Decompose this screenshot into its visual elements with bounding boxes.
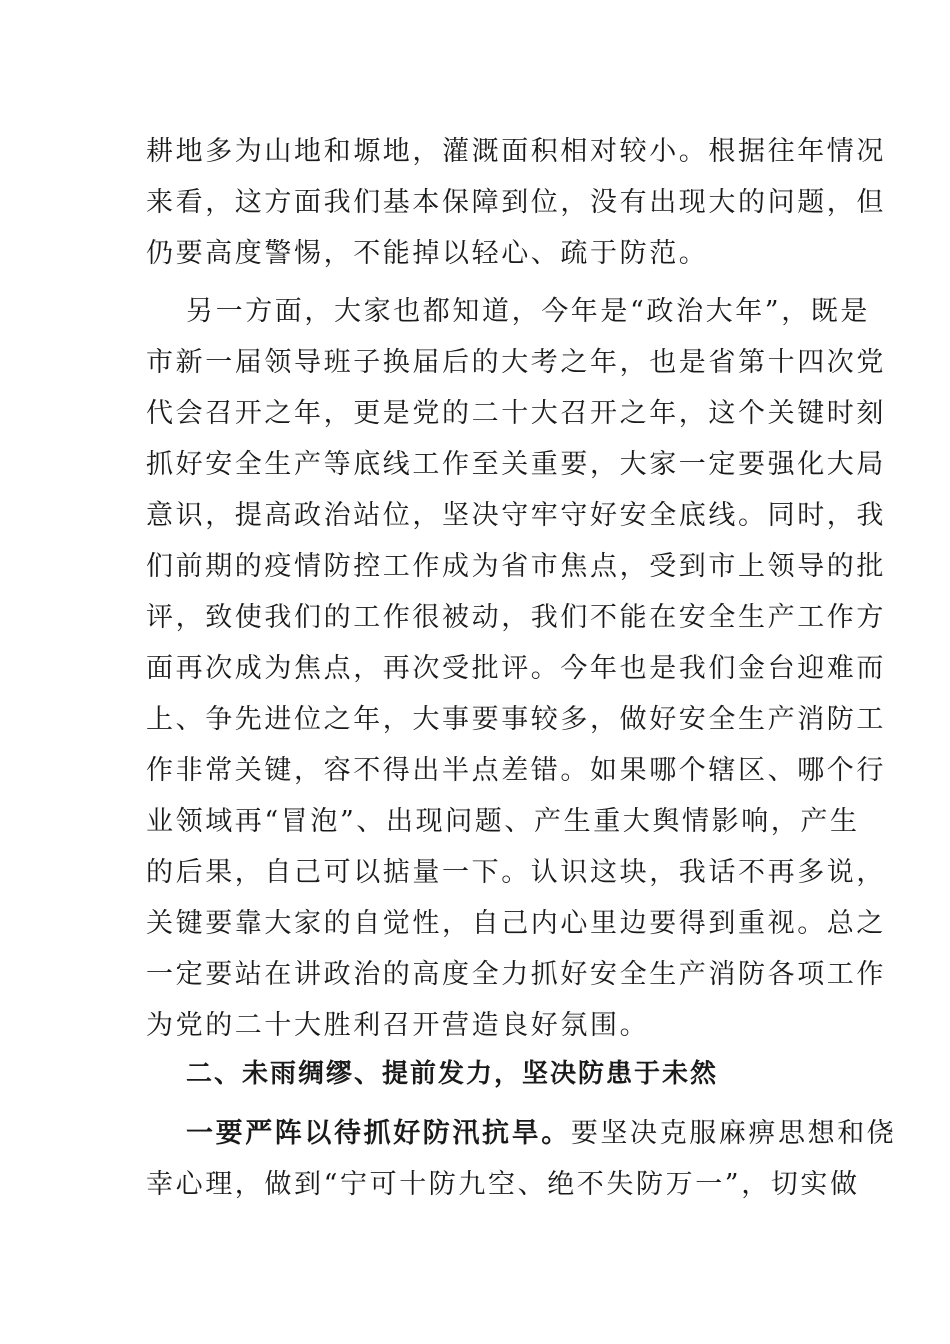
paragraph-line: 为党的二十大胜利召开营造良好氛围。 [146,1010,650,1041]
paragraph-lead-bold: 一要严阵以待抓好防汛抗旱。 [186,1118,571,1149]
paragraph-line: 关键要靠大家的自觉性，自己内心里边要得到重视。总之 [146,908,886,939]
paragraph-line: 仍要高度警惕，不能掉以轻心、疏于防范。 [146,238,709,269]
paragraph-line: 评，致使我们的工作很被动，我们不能在安全生产工作方 [146,602,886,633]
paragraph-line: 代会召开之年，更是党的二十大召开之年，这个关键时刻 [146,398,886,429]
paragraph-line: 上、争先进位之年，大事要事较多，做好安全生产消防工 [146,704,886,735]
paragraph-2 [146,286,886,1051]
section-heading: 二、未雨绸缪、提前发力，坚决防患于未然 [186,1059,719,1089]
paragraph-lead-rest: 要坚决克服麻痹思想和侥 [570,1118,897,1149]
paragraph-line: 来看，这方面我们基本保障到位，没有出现大的问题，但 [146,187,886,218]
paragraph-line: 另一方面，大家也都知道，今年是“政治大年”，既是 [186,296,871,327]
paragraph-line: 面再次成为焦点，再次受批评。今年也是我们金台迎难而 [146,653,886,684]
paragraph-1 [146,126,886,279]
paragraph-line: 的后果，自己可以掂量一下。认识这块，我话不再多说， [146,857,886,888]
paragraph-line: 幸心理，做到“宁可十防九空、绝不失防万一”，切实做 [146,1169,860,1200]
paragraph-line: 意识，提高政治站位，坚决守牢守好安全底线。同时，我 [146,500,886,531]
paragraph-line: 一定要站在讲政治的高度全力抓好安全生产消防各项工作 [146,959,886,990]
paragraph-line: 作非常关键，容不得出半点差错。如果哪个辖区、哪个行 [146,755,886,786]
paragraph-3 [146,1108,897,1210]
paragraph-line: 业领域再“冒泡”、出现问题、产生重大舆情影响，产生 [146,806,860,837]
paragraph-line: 耕地多为山地和塬地，灌溉面积相对较小。根据往年情况 [146,136,886,167]
paragraph-first-line [146,1108,897,1159]
paragraph-line: 抓好安全生产等底线工作至关重要，大家一定要强化大局 [146,449,886,480]
paragraph-line: 们前期的疫情防控工作成为省市焦点，受到市上领导的批 [146,551,886,582]
paragraph-line: 市新一届领导班子换届后的大考之年，也是省第十四次党 [146,347,886,378]
